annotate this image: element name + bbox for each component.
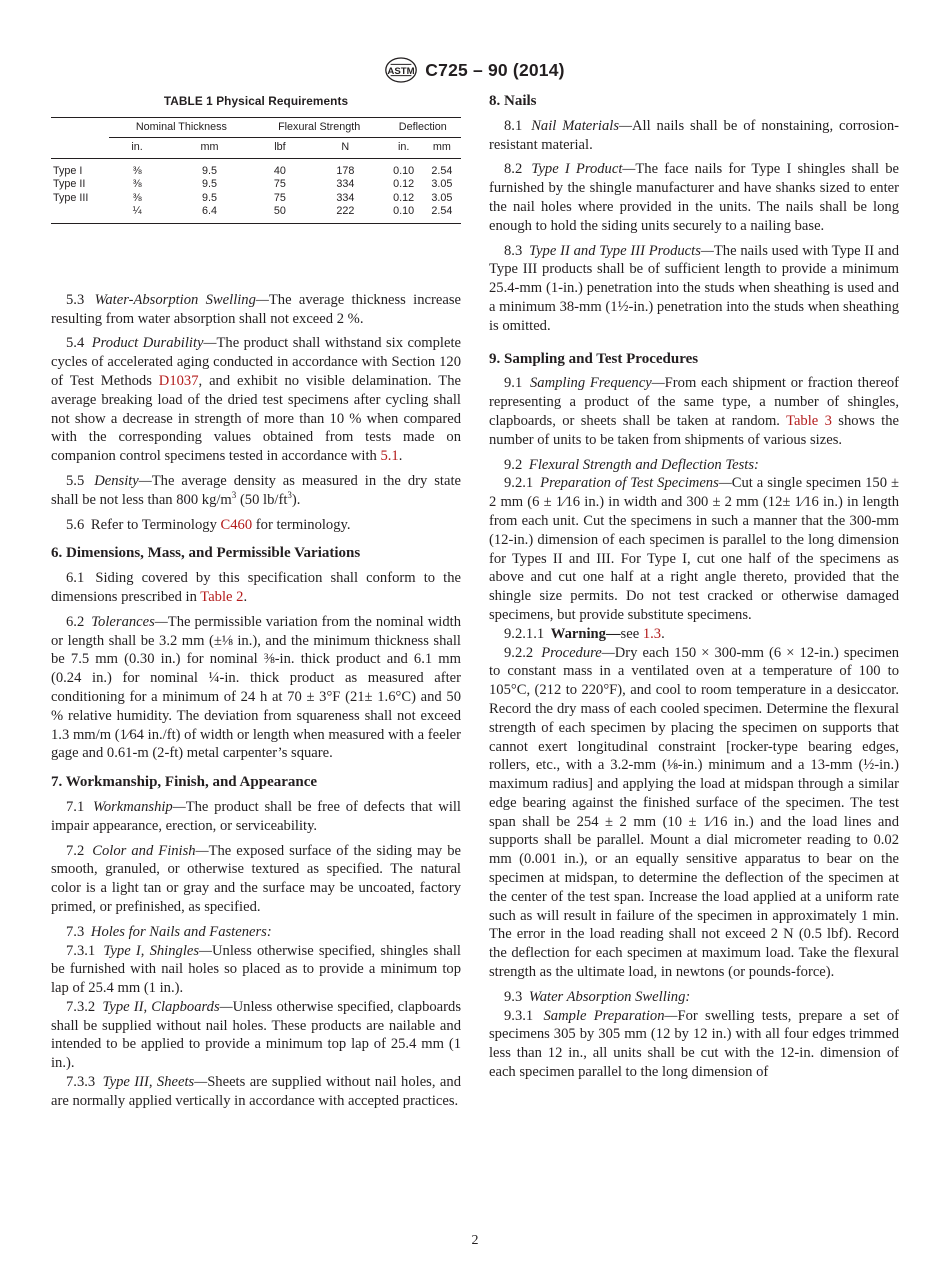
paragraph-7-3-3: [51, 1073, 461, 1111]
paragraph-text: .: [398, 448, 403, 465]
paragraph-text: ).: [291, 491, 301, 508]
paragraph-6-2: [51, 613, 461, 763]
paragraph-text: .: [661, 625, 665, 642]
paragraph-8-1: [489, 117, 899, 155]
section-number: 7.3.3: [66, 1074, 96, 1091]
section-number: 5.4: [66, 335, 85, 352]
paragraph-text: The product shall withstand six complete cycles of accelerated aging conducted in accordance with Section 120 of Test Methods: [51, 335, 461, 389]
right-column: [489, 92, 899, 1082]
table-cell: [51, 205, 109, 223]
table-row: [51, 192, 461, 206]
section-number: 6.1: [66, 570, 85, 587]
table-cell: 9.5: [201, 178, 217, 191]
paragraph-text: shows the number of units to be taken from shipments of various sizes.: [489, 412, 899, 448]
paragraph-text: for terminology.: [252, 516, 351, 533]
paragraph-9-3: [489, 988, 899, 1007]
paragraph-text: The exposed surface of the siding may be smooth, granuled, or otherwise textured as specified. The natural color is a light tan or gray and the surface may be uncoated, factory primed, or prefinished, as specified.: [51, 842, 461, 915]
paragraph-title: Procedure—: [541, 644, 615, 661]
paragraph-title: Water-Absorption Swelling—: [94, 291, 269, 308]
paragraph-title: Type III, Sheets—: [102, 1074, 208, 1091]
reference-link-c460[interactable]: C460: [220, 516, 253, 533]
page-header: [0, 56, 950, 84]
reference-link-table-2[interactable]: Table 2: [200, 588, 244, 605]
paragraph-title: Type I Product—: [531, 161, 636, 178]
table-cell: 222: [306, 205, 384, 223]
paragraph-title: Density—: [94, 472, 152, 489]
paragraph-text: Cut a single specimen 150 ± 2 mm (6 ± 1⁄16 in.) in width and 300 ± 2 mm (12± 1⁄16 in.) in length from each unit. Cut the specimens in such a manner that the 300-mm (12-in.) dimension of each specimen is parallel to the long dimension for Types II and III. For Type I, cut one half of the specimens as above and cut one half at a right angle thereto, provided that the shingle size permits. Do not test cracked or otherwise damaged specimens, but provide substitute specimens.: [489, 475, 899, 623]
paragraph-text: The product shall be free of defects that will impair appearance, erection, or serviceability.: [51, 798, 461, 834]
reference-link-d1037[interactable]: D1037: [158, 372, 199, 389]
table-row: [51, 178, 461, 192]
paragraph-text: Unless otherwise specified, shingles shall be furnished with nail holes so placed as to provide a minimum top lap of 25.4 mm (1 in.).: [51, 942, 461, 997]
section-number: 9.2.2: [504, 644, 534, 661]
paragraph-text: Siding covered by this specification shall conform to the dimensions prescribed in: [51, 570, 462, 605]
table-cell: Type II: [53, 178, 86, 191]
paragraph-text: (50 lb/ft: [236, 491, 288, 508]
table-row: [51, 205, 461, 223]
paragraph-5-4: [51, 334, 461, 466]
section-number: 7.3.2: [66, 998, 96, 1015]
left-column: [51, 92, 461, 1111]
section-number: 7.3.1: [66, 942, 96, 959]
paragraph-text: From each shipment or fraction thereof representing a product of the same type, a number of shingles, clapboards, or sheets shall be taken at random.: [489, 375, 899, 429]
section-number: 8.1: [504, 117, 523, 134]
section-heading-8: 8. Nails: [489, 93, 537, 109]
paragraph-text: Refer to Terminology: [90, 516, 221, 533]
table-caption: TABLE 1 Physical Requirements: [163, 94, 349, 108]
paragraph-title: Holes for Nails and Fasteners:: [90, 923, 272, 940]
unit-header: mm: [423, 138, 461, 159]
table-cell: 334: [336, 178, 355, 191]
table-cell: 3.05: [431, 191, 453, 204]
section-number: 9.1: [504, 375, 523, 392]
paragraph-title: Flexural Strength and Deflection Tests:: [528, 456, 759, 473]
reference-link-1-3[interactable]: 1.3: [642, 625, 662, 642]
paragraph-text: The face nails for Type I shingles shall be furnished by the shingle manufacturer and have shanks sized to enter the nail holes where provided in the units. The nails shall be long enough to hold the siding units securely to a nailing base.: [489, 161, 899, 234]
table-cell: 334: [336, 191, 355, 204]
paragraph-text: All nails shall be of nonstaining, corrosion-resistant material.: [489, 117, 899, 153]
section-heading-6: 6. Dimensions, Mass, and Permissible Variations: [51, 545, 361, 562]
superscript: 3: [231, 489, 237, 500]
astm-logo-icon: [385, 57, 417, 83]
paragraph-title: Preparation of Test Specimens—: [540, 475, 732, 492]
paragraph-text: .: [243, 588, 248, 605]
paragraph-9-2-2: [489, 644, 899, 982]
table-cell: 0.12: [393, 191, 415, 204]
unit-header: in.: [109, 138, 165, 159]
section-number: 5.6: [66, 516, 85, 533]
reference-link-5-1[interactable]: 5.1: [380, 448, 399, 465]
table-cell: 178: [336, 164, 355, 177]
table-cell: ¼: [109, 205, 165, 223]
paragraph-text: Dry each 150 × 300-mm (6 × 12-in.) specimen to constant mass in a ventilated oven at a temperature of 100 to 105°C, (212 to 220°F), and cool to room temperature in a desiccator. Record the dry mass of each cooled specimen. Determine the flexural strength of each specimen by placing the specimen on supports that cannot exert longitudinal constraint [rocker-type bearing edges, rollers, etc., with a 3.2-mm (⅛-in.) minimum and a 13-mm (½-in.) maximum radius] and applying the load at midspan through a similar edge bearing against the finished surface of the specimen. The test span shall be 254 ± 2 mm (10 ± 1⁄16 in.) and the load lines and supports shall be parallel. Mount a dial micrometer reading to 0.02 mm (0.001 in.), or an equally sensitive apparatus to bear on the specimen at midspan, to determine the deflection of the specimen at the center of the test span. Increase the load applied at a uniform rate such as will result in failure of the specimen in approximately 1 min. The error in the load reading shall not exceed 2 N (0.5 lbf). Record the deflection for each specimen at maximum load. Take the flexural strength as the ultimate load, in newtons (or pounds-force).: [489, 644, 899, 981]
paragraph-text: The nails used with Type II and Type III products shall be of sufficient length to provide a minimum 25.4-mm (1-in.) penetration into the studs when sheathing is used and a minimum 38-mm (1½-in.) penetration into the studs when sheathing is omitted.: [489, 242, 899, 334]
table-cell: 2.54: [423, 205, 461, 223]
group-flexural-strength: Flexural Strength: [254, 117, 385, 138]
section-number: 7.3: [66, 923, 85, 940]
table-cell: ⅜: [132, 191, 142, 204]
table-cell: 50: [254, 205, 306, 223]
table-cell: Type III: [53, 191, 89, 204]
table-cell: 3.05: [431, 178, 453, 191]
table-cell: 40: [273, 164, 286, 177]
paragraph-text: The average density as measured in the dry state shall be not less than 800 kg/m: [51, 472, 461, 508]
paragraph-title: Type II, Clapboards—: [102, 998, 233, 1015]
section-number: 7.2: [66, 842, 85, 859]
page-number: 2: [471, 1233, 479, 1248]
unit-header: lbf: [254, 138, 306, 159]
section-number: 8.2: [504, 161, 523, 178]
unit-header: N: [306, 138, 384, 159]
paragraph-8-3: [489, 242, 899, 336]
table-cell: 6.4: [165, 205, 254, 223]
paragraph-text: , and exhibit no visible delamination. The average breaking load of the dried test specimens after cycling shall not show a decrease in strength of more than 10 % when compared with the corresponding values obtained from tests made on companion control specimens tested in accordance with: [51, 372, 461, 465]
section-number: 7.1: [66, 798, 85, 815]
unit-header: in.: [385, 138, 423, 159]
paragraph-9-1: [489, 374, 899, 449]
section-number: 9.2.1: [504, 475, 534, 492]
paragraph-9-2-1-1: [489, 625, 899, 644]
section-heading-7: 7. Workmanship, Finish, and Appearance: [51, 774, 318, 791]
paragraph-9-2: [489, 456, 899, 475]
table-row: [51, 158, 461, 178]
paragraph-title: Sample Preparation—: [543, 1007, 678, 1024]
warning-label: Warning—: [550, 625, 621, 642]
table-unit-header-row: [51, 138, 461, 159]
section-number: 9.3.1: [504, 1007, 534, 1024]
paragraph-title: Nail Materials—: [531, 117, 632, 134]
reference-link-table-3[interactable]: Table 3: [786, 412, 832, 429]
table-cell: 9.5: [201, 191, 217, 204]
physical-requirements-table: [51, 117, 461, 224]
table-cell: 9.5: [201, 164, 217, 177]
section-heading-9: 9. Sampling and Test Procedures: [489, 350, 699, 367]
table-cell: Type I: [53, 164, 83, 177]
group-nominal-thickness: Nominal Thickness: [109, 117, 254, 138]
paragraph-5-5: [51, 472, 461, 510]
paragraph-title: Tolerances—: [91, 613, 168, 630]
table-cell: 0.12: [393, 178, 415, 191]
paragraph-9-2-1: [489, 474, 899, 624]
table-group-header-row: [51, 117, 461, 138]
unit-header: mm: [165, 138, 254, 159]
paragraph-title: Sampling Frequency—: [529, 375, 665, 392]
paragraph-title: Type II and Type III Products—: [529, 242, 714, 259]
paragraph-5-6: [51, 516, 461, 535]
paragraph-7-1: [51, 798, 461, 836]
table-cell: ⅜: [132, 164, 142, 177]
paragraph-9-3-1: [489, 1007, 899, 1082]
document-designation: C725 – 90 (2014): [425, 59, 565, 80]
table-cell: 75: [273, 178, 286, 191]
paragraph-text: Unless otherwise specified, clapboards shall be supplied without nail holes. These products are nailable and intended to be applied to provide a minimum top lap of 25.4 mm (1 in.).: [51, 998, 461, 1072]
paragraph-title: Color and Finish—: [92, 842, 209, 859]
paragraph-text: The permissible variation from the nominal width or length shall be 3.2 mm (±⅛ in.), and the minimum thickness shall be 7.5 mm (0.30 in.) for nominal ⅜-in. thick product and 6.1 mm (0.24 in.) for nominal ¼-in. thick product as measured after conditioning for a minimum of 24 h at 70 ± 3°F (21± 1.6°C) and 50 % relative humidity. The deviation from squareness shall not exceed 1.3 mm/m (1⁄64 in./ft) of width or length when measured with a feeler gage and 0.61-m (2-ft) metal carpenter’s square.: [51, 613, 462, 762]
table-cell: ⅜: [132, 178, 142, 191]
paragraph-6-1: [51, 569, 461, 607]
section-number: 8.3: [504, 242, 523, 259]
section-number: 9.2.1.1: [504, 625, 545, 642]
svg-text:ASTM: ASTM: [387, 66, 415, 77]
paragraph-text: For swelling tests, prepare a set of specimens 305 by 305 mm (12 by 12 in.) with all four edges trimmed less than 12 in., all units shall be cut with the 12-in. dimension of each specimen parallel to the long dimension of: [489, 1007, 900, 1081]
paragraph-7-3: [51, 923, 461, 942]
section-number: 9.2: [504, 456, 523, 473]
paragraph-text: see: [620, 625, 643, 642]
paragraph-title: Product Durability—: [91, 335, 217, 352]
paragraph-7-2: [51, 842, 461, 917]
section-number: 5.3: [66, 291, 85, 308]
paragraph-title: Type I, Shingles—: [103, 942, 213, 959]
paragraph-title: Workmanship—: [93, 798, 186, 815]
group-deflection: Deflection: [385, 117, 461, 138]
section-number: 5.5: [66, 472, 85, 489]
paragraph-7-3-1: [51, 942, 461, 998]
table-cell: 2.54: [431, 164, 453, 177]
paragraph-8-2: [489, 160, 899, 235]
superscript: 3: [287, 489, 292, 500]
section-number: 9.3: [504, 988, 523, 1005]
paragraph-title: Water Absorption Swelling:: [528, 988, 691, 1005]
table-cell: 0.10: [393, 164, 415, 177]
section-number: 6.2: [66, 613, 85, 630]
paragraph-text: Sheets are supplied without nail holes, and are normally applied vertically in accordance with accepted practices.: [51, 1074, 461, 1109]
paragraph-7-3-2: [51, 998, 461, 1073]
paragraph-5-3: [51, 291, 461, 329]
table-cell: 75: [273, 191, 286, 204]
paragraph-text: The average thickness increase resulting from water absorption shall not exceed 2 %.: [51, 291, 461, 327]
table-cell: 0.10: [385, 205, 423, 223]
